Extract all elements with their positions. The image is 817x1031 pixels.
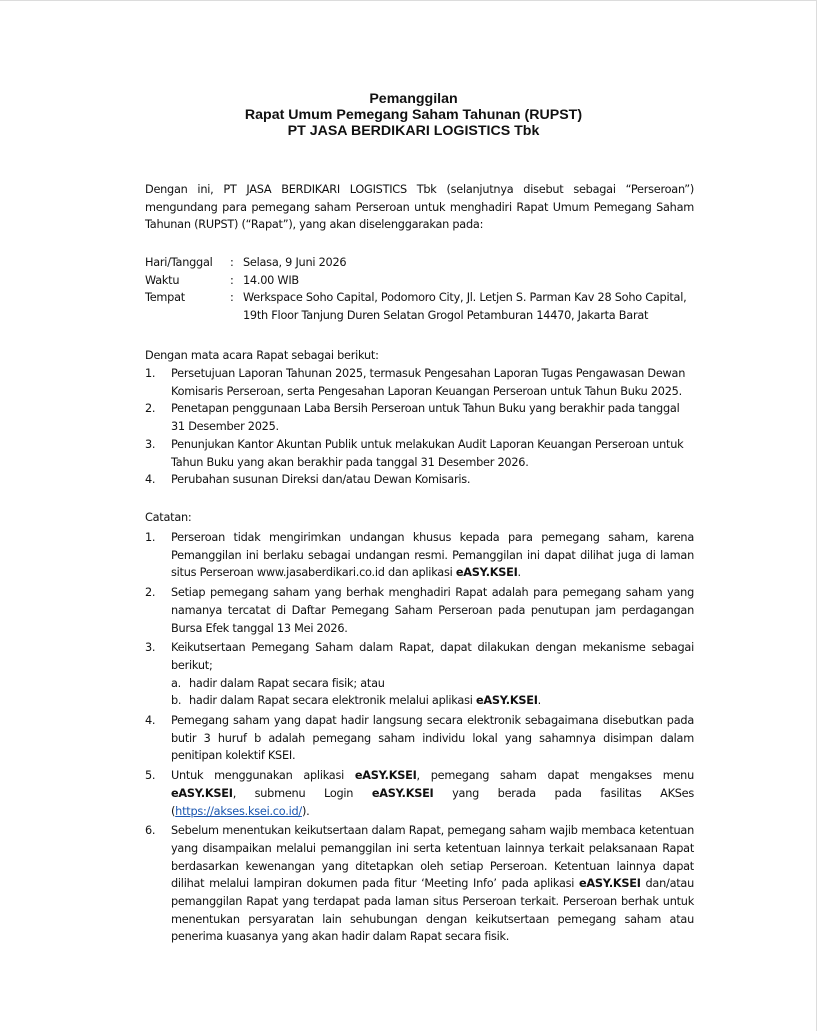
note-item: [145, 529, 694, 582]
agenda-item: [145, 365, 694, 400]
detail-label: Hari/Tanggal: [145, 256, 213, 269]
agenda-number: 2.: [145, 402, 156, 416]
agenda-text: Persetujuan Laporan Tahunan 2025, termasuk Pengesahan Laporan Tugas Pengawasan Dewan Komisaris Perseroan, serta Pengesahan Laporan Keuangan Perseroan untuk Tahun Buku 2025.: [171, 367, 686, 398]
title-line-2: Rapat Umum Pemegang Saham Tahunan (RUPST): [244, 107, 583, 123]
agenda-item: [145, 471, 694, 489]
note-text-part: yang berada pada fasilitas AKSes (: [171, 786, 694, 818]
page-border-top: [0, 0, 817, 1]
app-name: eASY.KSEI: [371, 786, 434, 800]
detail-row-time: [145, 272, 705, 290]
note-text-part: dan/atau pemanggilan Rapat yang terdapat pada laman situs Perseroan terkait. Perseroan berhak untuk menentukan persyaratan lain sehubungan dengan keikutsertaan pemegang saham atau penerima kuasanya yang akan hadir dalam Rapat secara fisik.: [171, 877, 695, 944]
agenda-item: [145, 436, 694, 471]
notes-heading: Catatan:: [145, 511, 192, 524]
note-item: [145, 822, 694, 946]
agenda-intro: Dengan mata acara Rapat sebagai berikut:: [145, 349, 379, 362]
intro-paragraph: Dengan ini, PT JASA BERDIKARI LOGISTICS Tbk (selanjutnya disebut sebagai “Perseroan”) mengundang para pemegang saham Perseroan untuk menghadiri Rapat Umum Pemegang Saham Tahunan (RUPST) (“Rapat”), yang akan diselenggarakan pada:: [145, 183, 694, 232]
note-text: [171, 822, 694, 946]
detail-label: Tempat: [145, 291, 185, 305]
agenda-number: 1.: [145, 367, 156, 380]
detail-colon: :: [230, 291, 234, 305]
detail-label: Waktu: [145, 273, 180, 287]
note-body: [171, 639, 694, 710]
sub-letter: a.: [171, 676, 182, 690]
detail-value: 14.00 WIB: [243, 273, 299, 287]
sub-item: [171, 675, 694, 693]
title-line-1: Pemanggilan: [369, 91, 458, 107]
note-item: [145, 639, 694, 710]
note-text: [171, 767, 694, 820]
detail-value: Werkspace Soho Capital, Podomoro City, Jl. Letjen S. Parman Kav 28 Soho Capital, 19th Floor Tanjung Duren Selatan Grogol Petamburan 14470, Jakarta Barat: [243, 291, 687, 323]
app-name: eASY.KSEI: [579, 877, 641, 891]
note-text: Pemegang saham yang dapat hadir langsung secara elektronik sebagaimana disebutkan pada butir 3 huruf b adalah pemegang saham individu lokal yang sahamnya disimpan dalam penitipan kolektif KSEI.: [171, 714, 694, 763]
agenda-text: Penetapan penggunaan Laba Bersih Perseroan untuk Tahun Buku yang berakhir pada tanggal 31 Desember 2025.: [171, 402, 680, 434]
title-line-3: PT JASA BERDIKARI LOGISTICS Tbk: [287, 123, 540, 139]
note-text-part: Sebelum menentukan keikutsertaan dalam Rapat, pemegang saham wajib membaca ketentuan yang disampaikan melalui pemanggilan ini serta ketentuan lainnya terkait pelaksanaan Rapat berdasarkan kewenangan yang ditetapkan oleh setiap Perseroan. Ketentuan lainnya dapat dilihat melalui lampiran dokumen pada fitur ‘Meeting Info’ pada aplikasi: [171, 824, 694, 891]
note-item: [145, 712, 694, 765]
sub-letter: b.: [171, 694, 182, 708]
note-number: 4.: [145, 714, 156, 728]
agenda-number: 3.: [145, 437, 156, 451]
note-number: 3.: [145, 641, 156, 655]
agenda-text: Perubahan susunan Direksi dan/atau Dewan Komisaris.: [171, 473, 471, 487]
note-text-part: , pemegang saham dapat mengakses menu: [416, 769, 694, 783]
sub-text-part: .: [537, 694, 541, 708]
document-title: [0, 91, 817, 139]
note-text-part: ).: [301, 804, 310, 818]
note-number: 5.: [145, 769, 156, 783]
note-text: [171, 529, 694, 582]
note-text: Keikutsertaan Pemegang Saham dalam Rapat, dapat dilakukan dengan mekanisme sebagai berikut;: [171, 641, 694, 672]
note-text-part: .: [517, 566, 521, 580]
detail-row-place: [145, 289, 705, 324]
notes-list: [145, 529, 694, 948]
sub-item: [171, 692, 694, 710]
meeting-details: [145, 254, 705, 325]
detail-colon: :: [230, 256, 234, 269]
app-name: eASY.KSEI: [475, 694, 538, 708]
agenda-list: [145, 365, 694, 489]
note-text-part: Untuk menggunakan aplikasi: [171, 769, 355, 783]
app-name: eASY.KSEI: [455, 566, 518, 580]
note-text-part: Perseroan tidak mengirimkan undangan khusus kepada para pemegang saham, karena Pemanggilan ini berlaku sebagai undangan resmi. Pemanggilan ini dapat dilihat juga di laman situs Perseroan www.jasaberdikari.co.id dan aplikasi: [171, 531, 694, 580]
detail-value: Selasa, 9 Juni 2026: [243, 256, 347, 269]
note-item: [145, 584, 694, 637]
app-name: eASY.KSEI: [171, 786, 233, 800]
agenda-text: Penunjukan Kantor Akuntan Publik untuk melakukan Audit Laporan Keuangan Perseroan untuk Tahun Buku yang akan berakhir pada tanggal 31 Desember 2026.: [171, 437, 684, 469]
sub-text: hadir dalam Rapat secara fisik; atau: [189, 676, 385, 690]
note-number: 2.: [145, 586, 156, 600]
agenda-item: [145, 400, 694, 435]
app-name: eASY.KSEI: [354, 769, 417, 783]
sub-text-part: hadir dalam Rapat secara elektronik melalui aplikasi: [189, 694, 476, 708]
note-text-part: , submenu Login: [232, 786, 372, 800]
agenda-number: 4.: [145, 473, 156, 487]
detail-row-date: [145, 254, 705, 272]
detail-colon: :: [230, 273, 234, 287]
note-number: 1.: [145, 531, 156, 544]
note-text: Setiap pemegang saham yang berhak menghadiri Rapat adalah para pemegang saham yang namanya tercatat di Daftar Pemegang Saham Perseroan pada penutupan jam perdagangan Bursa Efek tanggal 13 Mei 2026.: [171, 586, 694, 635]
akses-link[interactable]: https://akses.ksei.co.id/: [175, 804, 302, 818]
sub-text: [189, 692, 541, 710]
note-number: 6.: [145, 824, 156, 838]
note-item: [145, 767, 694, 820]
